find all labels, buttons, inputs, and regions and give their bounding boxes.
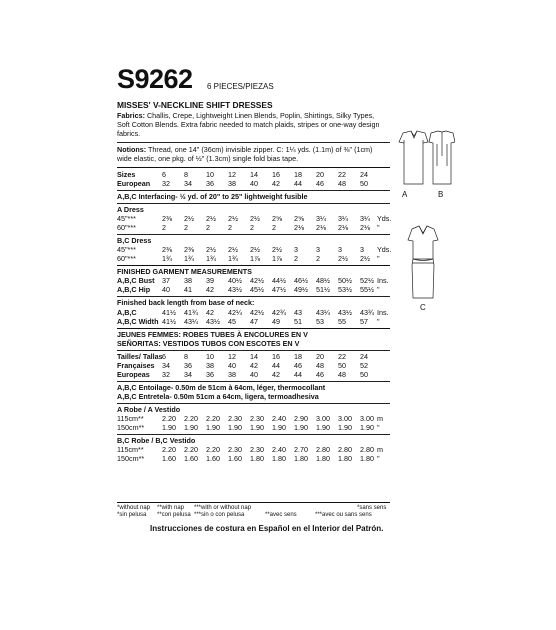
- table-cell: 1.80: [294, 454, 308, 463]
- table-cell: 1⅞: [250, 254, 260, 263]
- row-label: A Robe / A Vestido: [117, 405, 181, 414]
- row-label: A,B,C: [117, 308, 137, 317]
- table-cell: 2⅛: [360, 223, 370, 232]
- table-cell: 3: [294, 245, 298, 254]
- table-cell: 1¾: [206, 254, 216, 263]
- table-cell: 1.90: [250, 423, 264, 432]
- table-cell: 42: [272, 370, 280, 379]
- table-cell: 2½: [250, 245, 260, 254]
- table-cell: 42: [206, 308, 214, 317]
- notions-text: [117, 146, 372, 154]
- table-cell: 1.90: [316, 423, 330, 432]
- table-cell: 1.90: [228, 423, 242, 432]
- fabrics-label: Fabrics:: [117, 111, 145, 120]
- divider: [117, 502, 390, 503]
- row-label: FINISHED GARMENT MEASUREMENTS: [117, 267, 252, 276]
- table-cell: 41½: [162, 308, 176, 317]
- table-cell: 42¼: [228, 308, 242, 317]
- row-label: B,C Dress: [117, 236, 152, 245]
- table-cell: 41¾: [184, 308, 198, 317]
- table-cell: 3.00: [360, 414, 374, 423]
- table-cell: 42¾: [272, 308, 286, 317]
- table-cell: 2½: [228, 245, 238, 254]
- table-cell: 40: [250, 370, 258, 379]
- table-cell: 43¼: [184, 317, 198, 326]
- row-label: JEUNES FEMMES: ROBES TUBES À ENCOLURES EN V: [117, 330, 308, 339]
- table-cell: 1.90: [338, 423, 352, 432]
- table-cell: 2.30: [250, 414, 264, 423]
- table-cell: 32: [162, 370, 170, 379]
- table-cell: 1.90: [184, 423, 198, 432]
- table-cell: 50½: [338, 276, 352, 285]
- unit-label: ": [377, 317, 380, 326]
- table-cell: 2⅜: [184, 245, 194, 254]
- row-label: SEÑORITAS: VESTIDOS TUBOS CON ESCOTES EN V: [117, 339, 300, 348]
- table-cell: 2: [184, 223, 188, 232]
- table-cell: 1.80: [316, 454, 330, 463]
- table-cell: 39: [206, 276, 214, 285]
- table-cell: 2⅜: [162, 245, 172, 254]
- table-cell: 6: [162, 170, 166, 179]
- table-cell: 48: [316, 361, 324, 370]
- table-cell: 55: [338, 317, 346, 326]
- unit-label: ": [377, 423, 380, 432]
- table-cell: 48: [338, 370, 346, 379]
- table-cell: 2½: [250, 214, 260, 223]
- table-cell: 46: [316, 370, 324, 379]
- table-cell: 2½: [338, 254, 348, 263]
- table-cell: 2.70: [294, 445, 308, 454]
- table-cell: 8: [184, 352, 188, 361]
- notions-label: Notions:: [117, 145, 147, 154]
- row-label: 60"***: [117, 223, 136, 232]
- table-cell: 24: [360, 352, 368, 361]
- table-cell: 3: [316, 245, 320, 254]
- table-cell: 55½: [360, 285, 374, 294]
- table-cell: 2.40: [272, 414, 286, 423]
- table-cell: 57: [360, 317, 368, 326]
- table-cell: 41½: [162, 317, 176, 326]
- table-cell: 43½: [228, 285, 242, 294]
- table-cell: 12: [228, 352, 236, 361]
- footnote-with-nap: **with nap: [157, 505, 185, 511]
- table-cell: 49½: [294, 285, 308, 294]
- table-cell: 51½: [316, 285, 330, 294]
- table-cell: 2.80: [360, 445, 374, 454]
- table-cell: 42: [250, 361, 258, 370]
- table-cell: 42: [206, 285, 214, 294]
- table-cell: 22: [338, 352, 346, 361]
- table-cell: 3.00: [316, 414, 330, 423]
- table-cell: 46: [316, 179, 324, 188]
- table-cell: 50: [360, 370, 368, 379]
- row-label: 60"***: [117, 254, 136, 263]
- fabrics-line-2: Soft Cotton Blends. Extra fabric needed to match plaids, stripes or one-way design: [117, 120, 380, 129]
- footnote-sin-o-con-pelusa: ***sin o con pelusa: [194, 512, 245, 518]
- table-cell: 50: [338, 361, 346, 370]
- unit-label: m: [377, 445, 383, 454]
- table-cell: 20: [316, 170, 324, 179]
- footnote-sans-sens: *sans sens: [357, 505, 387, 511]
- table-cell: 42: [272, 179, 280, 188]
- divider: [117, 142, 390, 143]
- table-cell: 45½: [250, 285, 264, 294]
- table-cell: 2⅛: [316, 223, 326, 232]
- row-label: Françaises: [117, 361, 155, 370]
- table-cell: 2⅝: [272, 214, 282, 223]
- divider: [117, 403, 390, 404]
- table-cell: 47: [250, 317, 258, 326]
- row-label: A Dress: [117, 205, 144, 214]
- table-cell: 32: [162, 179, 170, 188]
- table-cell: 1.90: [206, 423, 220, 432]
- table-cell: 43¾: [360, 308, 374, 317]
- unit-label: ": [377, 454, 380, 463]
- table-cell: 2: [316, 254, 320, 263]
- table-cell: 18: [294, 170, 302, 179]
- fabrics-line-1: Challis, Crepe, Lightweight Linen Blends, Poplin, Shirtings, Silky Types,: [146, 111, 375, 120]
- row-label: European: [117, 179, 151, 188]
- table-cell: 2½: [184, 214, 194, 223]
- fabrics-line-3: fabrics.: [117, 129, 141, 138]
- table-cell: 43¼: [316, 308, 330, 317]
- pattern-title: MISSES' V-NECKLINE SHIFT DRESSES: [117, 100, 273, 110]
- pieces-count: 6 PIECES/PIEZAS: [207, 82, 274, 91]
- row-label: A,B,C Entoilage- 0.50m de 51cm à 64cm, léger, thermocollant: [117, 383, 326, 392]
- footnote-with-or-without-nap: ***with or without nap: [194, 505, 252, 511]
- table-cell: 38: [228, 179, 236, 188]
- table-cell: 2: [228, 223, 232, 232]
- table-cell: 14: [250, 352, 258, 361]
- table-cell: 2.20: [162, 414, 176, 423]
- table-cell: 2.80: [338, 445, 352, 454]
- table-cell: 41: [184, 285, 192, 294]
- footnote-sin-pelusa: *sin pelusa: [117, 512, 147, 518]
- table-cell: 38: [206, 361, 214, 370]
- table-cell: 43: [294, 308, 302, 317]
- table-cell: 1.80: [250, 454, 264, 463]
- table-cell: 8: [184, 170, 188, 179]
- table-cell: 2: [294, 254, 298, 263]
- table-cell: 38: [184, 276, 192, 285]
- fabrics-text: [117, 112, 374, 120]
- row-label: A,B,C Interfacing- ½ yd. of 20" to 25" lightweight fusible: [117, 192, 308, 201]
- row-label: Finished back length from base of neck:: [117, 298, 255, 307]
- table-cell: 2.80: [316, 445, 330, 454]
- divider: [117, 381, 390, 382]
- table-cell: 3: [360, 245, 364, 254]
- table-cell: 2½: [228, 214, 238, 223]
- footnote-avec-sens: **avec sens: [265, 512, 297, 518]
- table-cell: 1.60: [184, 454, 198, 463]
- table-cell: 2⅝: [294, 214, 304, 223]
- table-cell: 1.90: [360, 423, 374, 432]
- table-cell: 1¾: [228, 254, 238, 263]
- unit-label: ": [377, 254, 380, 263]
- row-label: A,B,C Bust: [117, 276, 155, 285]
- divider: [117, 296, 390, 297]
- table-cell: 2.30: [228, 445, 242, 454]
- table-cell: 18: [294, 352, 302, 361]
- view-label-c: C: [420, 303, 426, 312]
- table-cell: 3.00: [338, 414, 352, 423]
- table-cell: 34: [162, 361, 170, 370]
- footnote-avec-ou-sans-sens: ***avec ou sans sens: [315, 512, 372, 518]
- divider: [117, 350, 390, 351]
- table-cell: 50: [360, 179, 368, 188]
- table-cell: 1¾: [184, 254, 194, 263]
- table-cell: 42½: [250, 276, 264, 285]
- table-cell: 14: [250, 170, 258, 179]
- table-cell: 2: [272, 223, 276, 232]
- table-cell: 24: [360, 170, 368, 179]
- row-label: A,B,C Entretela- 0.50m 51cm a 64cm, ligera, termoadhesiva: [117, 392, 319, 401]
- table-cell: 44: [272, 361, 280, 370]
- table-cell: 43½: [206, 317, 220, 326]
- table-cell: 1.90: [162, 423, 176, 432]
- unit-label: Ins.: [377, 276, 389, 285]
- table-cell: 46½: [294, 276, 308, 285]
- divider: [117, 265, 390, 266]
- table-cell: 53½: [338, 285, 352, 294]
- table-cell: 40½: [228, 276, 242, 285]
- table-cell: 48½: [316, 276, 330, 285]
- table-cell: 2: [250, 223, 254, 232]
- footnote-without-nap: *without nap: [117, 505, 151, 511]
- spanish-instructions: Instrucciones de costura en Español en el Interior del Patrón.: [150, 524, 384, 533]
- notions-line-2: wide elastic, one pkg. of ½" (1.3cm) single fold bias tape.: [117, 154, 299, 163]
- table-cell: 10: [206, 170, 214, 179]
- table-cell: 40: [250, 179, 258, 188]
- table-cell: 2: [206, 223, 210, 232]
- table-cell: 36: [184, 361, 192, 370]
- row-label: Europeas: [117, 370, 150, 379]
- table-cell: 1.60: [206, 454, 220, 463]
- table-cell: 42½: [250, 308, 264, 317]
- table-cell: 2½: [360, 254, 370, 263]
- table-cell: 51: [294, 317, 302, 326]
- table-cell: 2½: [206, 214, 216, 223]
- table-cell: 10: [206, 352, 214, 361]
- table-cell: 53: [316, 317, 324, 326]
- table-cell: 3¼: [338, 214, 348, 223]
- table-cell: 2.30: [228, 414, 242, 423]
- table-cell: 1.80: [338, 454, 352, 463]
- table-cell: 43½: [338, 308, 352, 317]
- table-cell: 34: [184, 370, 192, 379]
- row-label: Tailles/ Tallas: [117, 352, 163, 361]
- table-cell: 2.20: [206, 445, 220, 454]
- table-cell: 3: [338, 245, 342, 254]
- table-cell: 1¾: [162, 254, 172, 263]
- table-cell: 2½: [206, 245, 216, 254]
- row-label: 115cm**: [117, 414, 144, 423]
- row-label: 45"***: [117, 245, 136, 254]
- table-cell: 2.20: [184, 414, 198, 423]
- divider: [117, 167, 390, 168]
- row-label: 45"***: [117, 214, 136, 223]
- row-label: A,B,C Hip: [117, 285, 151, 294]
- table-cell: 49: [272, 317, 280, 326]
- row-label: 150cm**: [117, 423, 145, 432]
- row-label: Sizes: [117, 170, 136, 179]
- divider: [117, 203, 390, 204]
- table-cell: 1.90: [294, 423, 308, 432]
- unit-label: m: [377, 414, 383, 423]
- table-cell: 2.20: [206, 414, 220, 423]
- dress-view-c-illustration: [404, 225, 442, 300]
- table-cell: 2⅛: [338, 223, 348, 232]
- table-cell: 45: [228, 317, 236, 326]
- view-label-a: A: [402, 190, 408, 199]
- table-cell: 2½: [272, 245, 282, 254]
- table-cell: 52½: [360, 276, 374, 285]
- divider: [117, 234, 390, 235]
- table-cell: 2⅜: [162, 214, 172, 223]
- row-label: 115cm**: [117, 445, 144, 454]
- table-cell: 1.60: [228, 454, 242, 463]
- table-cell: 3¼: [360, 214, 370, 223]
- table-cell: 1⅞: [272, 254, 282, 263]
- table-cell: 44½: [272, 276, 286, 285]
- table-cell: 16: [272, 170, 280, 179]
- table-cell: 20: [316, 352, 324, 361]
- table-cell: 46: [294, 361, 302, 370]
- table-cell: 1.80: [272, 454, 286, 463]
- table-cell: 48: [338, 179, 346, 188]
- table-cell: 36: [206, 179, 214, 188]
- table-cell: 1.60: [162, 454, 176, 463]
- unit-label: Yds.: [377, 245, 392, 254]
- table-cell: 47½: [272, 285, 286, 294]
- table-cell: 2.20: [162, 445, 176, 454]
- divider: [117, 328, 390, 329]
- row-label: A,B,C Width: [117, 317, 159, 326]
- table-cell: 2: [162, 223, 166, 232]
- table-cell: 1.80: [360, 454, 374, 463]
- unit-label: ": [377, 223, 380, 232]
- dress-view-a-b-illustration: [395, 130, 455, 186]
- table-cell: 37: [162, 276, 170, 285]
- table-cell: 3¼: [316, 214, 326, 223]
- table-cell: 12: [228, 170, 236, 179]
- table-cell: 2.90: [294, 414, 308, 423]
- divider: [117, 190, 390, 191]
- table-cell: 2.40: [272, 445, 286, 454]
- table-cell: 40: [162, 285, 170, 294]
- divider: [117, 434, 390, 435]
- table-cell: 44: [294, 179, 302, 188]
- table-cell: 52: [360, 361, 368, 370]
- table-cell: 22: [338, 170, 346, 179]
- table-cell: 2⅛: [294, 223, 304, 232]
- table-cell: 1.90: [272, 423, 286, 432]
- row-label: 150cm**: [117, 454, 145, 463]
- unit-label: ": [377, 285, 380, 294]
- pattern-code: S9262: [117, 64, 193, 94]
- table-cell: 16: [272, 352, 280, 361]
- unit-label: Yds.: [377, 214, 392, 223]
- table-cell: 2.30: [250, 445, 264, 454]
- table-cell: 40: [228, 361, 236, 370]
- unit-label: Ins.: [377, 308, 389, 317]
- row-label: B,C Robe / B,C Vestido: [117, 436, 196, 445]
- table-cell: 36: [206, 370, 214, 379]
- footnote-con-pelusa: **con pelusa: [157, 512, 191, 518]
- table-cell: 34: [184, 179, 192, 188]
- table-cell: 6: [162, 352, 166, 361]
- notions-line-1: Thread, one 14" (36cm) invisible zipper. C: 1¼ yds. (1.1m) of ⅜" (1cm): [148, 145, 373, 154]
- view-label-b: B: [438, 190, 444, 199]
- table-cell: 2.20: [184, 445, 198, 454]
- table-cell: 44: [294, 370, 302, 379]
- table-cell: 38: [228, 370, 236, 379]
